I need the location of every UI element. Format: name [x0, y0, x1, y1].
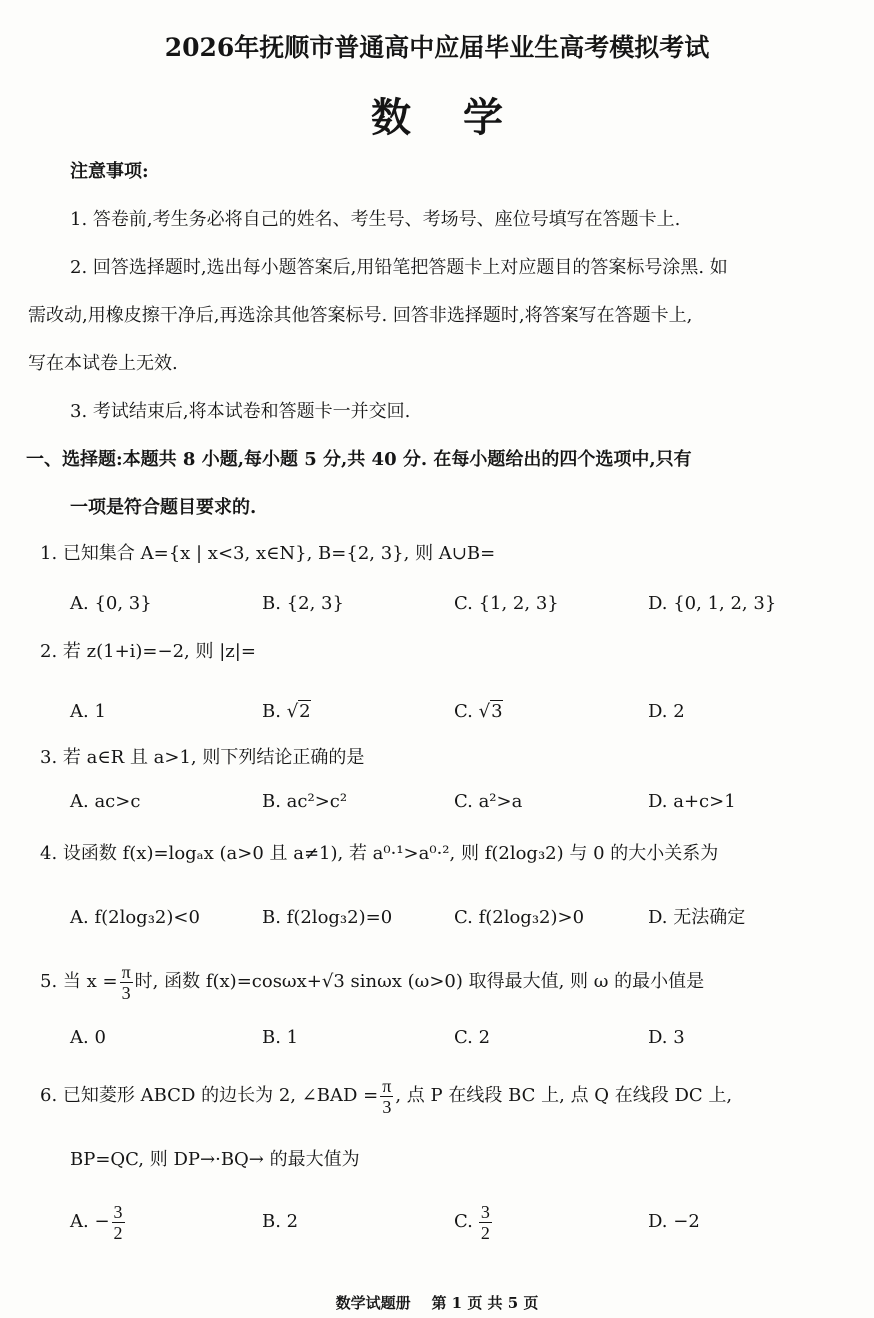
notice-heading: 注意事项:	[70, 161, 149, 182]
fraction-denominator: 2	[480, 1222, 490, 1243]
option-label: C.	[454, 1211, 473, 1232]
fraction-denominator: 2	[113, 1222, 123, 1243]
question-6-option-b: B. 2	[262, 1211, 299, 1232]
exam-title: 2026年抚顺市普通高中应届毕业生高考模拟考试	[164, 33, 710, 62]
question-6-stem-line-2: BP=QC, 则 DP→·BQ→ 的最大值为	[70, 1149, 360, 1170]
question-6-stem-post: , 点 P 在线段 BC 上, 点 Q 在线段 DC 上,	[395, 1085, 733, 1106]
fraction-pi-over-3	[120, 962, 133, 1003]
question-1-option-b: B. {2, 3}	[262, 593, 344, 614]
sqrt-symbol: √	[286, 701, 299, 722]
question-3-option-b: B. ac²>c²	[262, 791, 348, 812]
question-1-option-a: A. {0, 3}	[70, 593, 152, 614]
question-3-option-d: D. a+c>1	[648, 791, 736, 812]
question-5-stem	[40, 958, 704, 1006]
fraction-numerator: 3	[113, 1201, 123, 1222]
option-label: B.	[262, 701, 281, 722]
question-5-option-d: D. 3	[648, 1027, 685, 1048]
question-5-stem-post: 时, 函数 f(x)=cosωx+√3 sinωx (ω>0) 取得最大值, 则 ω 的最小值是	[134, 971, 705, 992]
question-1-option-c: C. {1, 2, 3}	[454, 593, 559, 614]
question-6-option-a	[70, 1198, 125, 1246]
option-label: C.	[454, 701, 473, 722]
question-3-option-a: A. ac>c	[70, 791, 141, 812]
question-2-option-b	[262, 700, 311, 724]
notice-item-2-line-2: 需改动,用橡皮擦干净后,再选涂其他答案标号. 回答非选择题时,将答案写在答题卡上,	[28, 305, 693, 326]
question-3-option-c: C. a²>a	[454, 791, 523, 812]
fraction	[112, 1202, 125, 1243]
question-4-stem: 4. 设函数 f(x)=logₐx (a>0 且 a≠1), 若 a⁰·¹>a⁰·², 则 f(2log₃2) 与 0 的大小关系为	[40, 843, 719, 864]
question-1-option-d: D. {0, 1, 2, 3}	[648, 593, 777, 614]
fraction-numerator: π	[121, 961, 131, 982]
question-4-option-a: A. f(2log₃2)<0	[70, 907, 200, 928]
question-5-stem-pre: 5. 当 x =	[40, 971, 118, 992]
fraction-numerator: 3	[480, 1201, 490, 1222]
question-4-option-d: D. 无法确定	[648, 907, 746, 928]
notice-item-1: 1. 答卷前,考生务必将自己的姓名、考生号、考场号、座位号填写在答题卡上.	[70, 209, 681, 230]
question-4-option-c: C. f(2log₃2)>0	[454, 907, 585, 928]
question-6-option-d: D. −2	[648, 1211, 700, 1232]
sqrt-symbol: √	[478, 701, 491, 722]
notice-item-2-line-1: 2. 回答选择题时,选出每小题答案后,用铅笔把答题卡上对应题目的答案标号涂黑. 如	[70, 257, 728, 278]
page-footer: 数学试题册 第 1 页 共 5 页	[335, 1294, 539, 1312]
question-2-option-a: A. 1	[70, 701, 106, 722]
question-2-stem: 2. 若 z(1+i)=−2, 则 |z|=	[40, 641, 256, 662]
question-3-stem: 3. 若 a∈R 且 a>1, 则下列结论正确的是	[40, 747, 365, 768]
subject-title: 数学	[371, 94, 555, 141]
question-2-option-d: D. 2	[648, 701, 685, 722]
option-label: A. −	[70, 1211, 110, 1232]
fraction-pi-over-3	[380, 1076, 393, 1117]
notice-item-2-line-3: 写在本试卷上无效.	[28, 353, 178, 374]
fraction-denominator: 3	[121, 982, 131, 1003]
fraction	[479, 1202, 492, 1243]
question-6-stem-pre: 6. 已知菱形 ABCD 的边长为 2, ∠BAD =	[40, 1085, 379, 1106]
sqrt-value: 3	[491, 701, 503, 722]
question-5-option-c: C. 2	[454, 1027, 491, 1048]
sqrt-value: 2	[299, 701, 311, 722]
question-2-option-c	[454, 700, 503, 724]
section-heading-line-1: 一、选择题:本题共 8 小题,每小题 5 分,共 40 分. 在每小题给出的四个选项中,只有	[26, 449, 692, 470]
question-6-option-c	[454, 1198, 492, 1246]
question-5-option-a: A. 0	[70, 1027, 106, 1048]
fraction-numerator: π	[382, 1075, 392, 1096]
question-5-option-b: B. 1	[262, 1027, 299, 1048]
question-4-option-b: B. f(2log₃2)=0	[262, 907, 393, 928]
section-heading-line-2: 一项是符合题目要求的.	[70, 497, 257, 518]
notice-item-3: 3. 考试结束后,将本试卷和答题卡一并交回.	[70, 401, 411, 422]
question-6-stem	[40, 1072, 732, 1120]
question-1-stem: 1. 已知集合 A={x | x<3, x∈N}, B={2, 3}, 则 A∪B=	[40, 543, 496, 564]
fraction-denominator: 3	[382, 1096, 392, 1117]
